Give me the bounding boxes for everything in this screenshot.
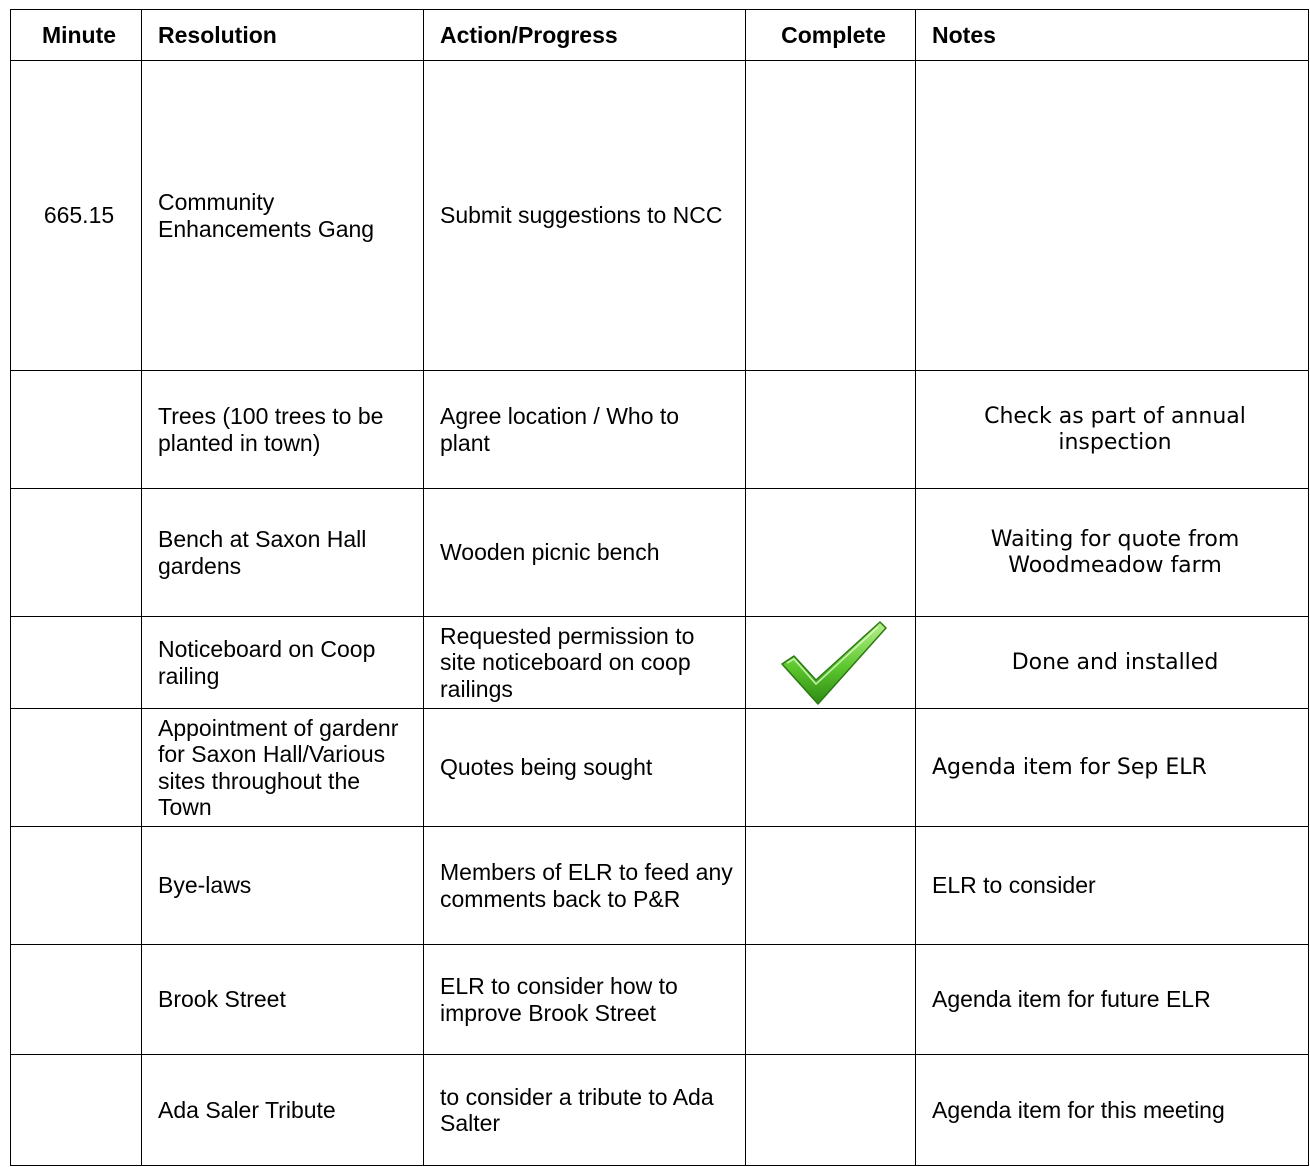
cell-complete bbox=[746, 489, 916, 617]
header-complete: Complete bbox=[746, 10, 916, 61]
cell-complete bbox=[746, 827, 916, 945]
cell-minute bbox=[11, 1055, 142, 1166]
cell-action: Requested permission to site noticeboard on coop railings bbox=[424, 617, 746, 709]
header-minute: Minute bbox=[11, 10, 142, 61]
header-action: Action/Progress bbox=[424, 10, 746, 61]
table-row bbox=[11, 709, 1309, 827]
cell-resolution: Bench at Saxon Hall gardens bbox=[142, 489, 424, 617]
cell-action: Submit suggestions to NCC bbox=[424, 61, 746, 371]
cell-minute bbox=[11, 945, 142, 1055]
table-row bbox=[11, 617, 1309, 709]
cell-action: Agree location / Who to plant bbox=[424, 371, 746, 489]
table-row bbox=[11, 61, 1309, 371]
cell-minute bbox=[11, 709, 142, 827]
table-row bbox=[11, 489, 1309, 617]
cell-resolution: Brook Street bbox=[142, 945, 424, 1055]
cell-minute bbox=[11, 827, 142, 945]
minutes-action-table bbox=[10, 9, 1309, 1166]
cell-notes: ELR to consider bbox=[916, 827, 1309, 945]
cell-resolution: Trees (100 trees to be planted in town) bbox=[142, 371, 424, 489]
cell-notes: Waiting for quote from Woodmeadow farm bbox=[916, 489, 1309, 617]
table-row bbox=[11, 1055, 1309, 1166]
cell-resolution: Community Enhancements Gang bbox=[142, 61, 424, 371]
cell-notes: Done and installed bbox=[916, 617, 1309, 709]
cell-complete bbox=[746, 709, 916, 827]
cell-notes: Check as part of annual inspection bbox=[916, 371, 1309, 489]
cell-notes: Agenda item for Sep ELR bbox=[916, 709, 1309, 827]
cell-resolution: Appointment of gardenr for Saxon Hall/Various sites throughout the Town bbox=[142, 709, 424, 827]
cell-notes: Agenda item for future ELR bbox=[916, 945, 1309, 1055]
cell-action: Quotes being sought bbox=[424, 709, 746, 827]
cell-minute: 665.15 bbox=[11, 61, 142, 371]
table-row bbox=[11, 945, 1309, 1055]
cell-resolution: Noticeboard on Coop railing bbox=[142, 617, 424, 709]
cell-notes bbox=[916, 61, 1309, 371]
cell-complete bbox=[746, 617, 916, 709]
table-row bbox=[11, 827, 1309, 945]
cell-minute bbox=[11, 617, 142, 709]
cell-action: Members of ELR to feed any comments back to P&R bbox=[424, 827, 746, 945]
cell-complete bbox=[746, 945, 916, 1055]
cell-resolution: Ada Saler Tribute bbox=[142, 1055, 424, 1166]
checkmark-icon bbox=[778, 618, 890, 708]
cell-complete bbox=[746, 61, 916, 371]
cell-complete bbox=[746, 371, 916, 489]
header-row bbox=[11, 10, 1309, 61]
table-row bbox=[11, 371, 1309, 489]
cell-complete bbox=[746, 1055, 916, 1166]
header-resolution: Resolution bbox=[142, 10, 424, 61]
cell-action: Wooden picnic bench bbox=[424, 489, 746, 617]
header-notes: Notes bbox=[916, 10, 1309, 61]
cell-minute bbox=[11, 371, 142, 489]
cell-action: to consider a tribute to Ada Salter bbox=[424, 1055, 746, 1166]
cell-notes: Agenda item for this meeting bbox=[916, 1055, 1309, 1166]
cell-action: ELR to consider how to improve Brook Street bbox=[424, 945, 746, 1055]
cell-minute bbox=[11, 489, 142, 617]
cell-resolution: Bye-laws bbox=[142, 827, 424, 945]
